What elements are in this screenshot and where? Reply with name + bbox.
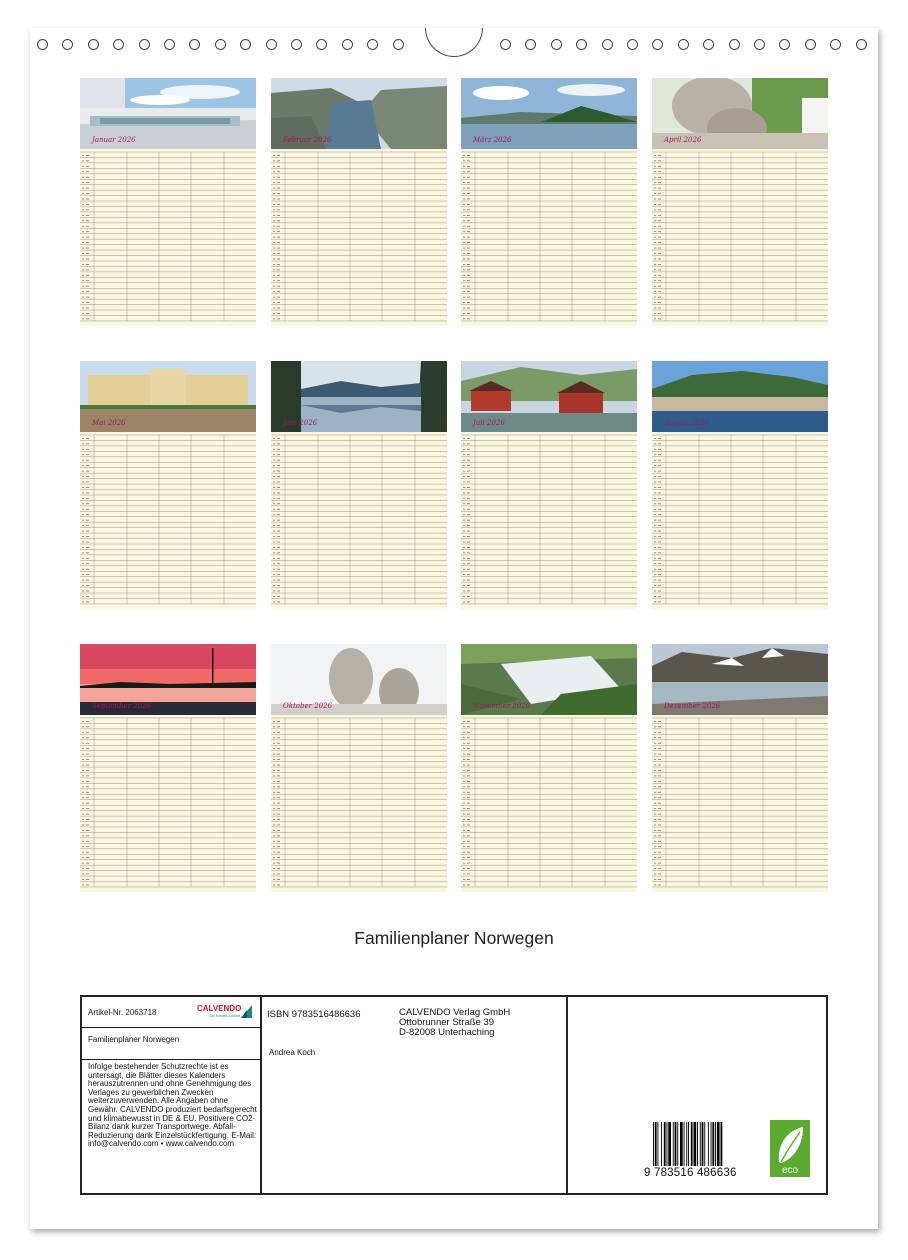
month-block-jun	[271, 361, 447, 609]
month-block-oct	[271, 644, 447, 892]
binding-hole	[342, 39, 353, 50]
binding-hole	[500, 39, 511, 50]
eco-label: eco	[781, 1165, 799, 1176]
imprint-rule	[82, 1027, 262, 1028]
month-label: November 2026	[473, 702, 531, 710]
month-block-jan	[80, 78, 256, 326]
month-label: Juni 2026	[283, 419, 318, 427]
imprint-rule	[82, 1059, 262, 1060]
planner-grid	[652, 432, 828, 609]
month-photo-island	[461, 78, 637, 149]
planner-grid	[80, 149, 256, 326]
binding-hole	[367, 39, 378, 50]
eco-leaf-icon	[770, 1120, 810, 1177]
binding-hole	[856, 39, 867, 50]
binding-hole	[779, 39, 790, 50]
month-photo-harbor	[652, 361, 828, 432]
month-photo-palace	[80, 361, 256, 432]
month-label: Februar 2026	[283, 136, 332, 144]
imprint-title: Familienplaner Norwegen	[88, 1035, 180, 1044]
binding-hole	[316, 39, 327, 50]
planner-grid	[271, 149, 447, 326]
planner-grid	[652, 149, 828, 326]
month-label: März 2026	[473, 136, 512, 144]
month-photo-statue	[652, 78, 828, 149]
month-photo-mountain	[652, 644, 828, 715]
month-label: Oktober 2026	[283, 702, 333, 710]
author: Andrea Koch	[269, 1048, 316, 1057]
logo-text: CALVENDO	[197, 1004, 242, 1013]
binding-hole	[830, 39, 841, 50]
binding-hole	[88, 39, 99, 50]
binding-hole	[576, 39, 587, 50]
planner-grid	[461, 432, 637, 609]
imprint-divider	[566, 997, 568, 1193]
calvendo-logo-icon	[241, 1005, 252, 1018]
month-label: April 2026	[664, 136, 702, 144]
month-photo-fjord	[271, 78, 447, 149]
logo-subtitle: Sei Kreativ-online	[209, 1013, 241, 1018]
planner-grid	[652, 715, 828, 892]
calendar-title: Familienplaner Norwegen	[354, 928, 554, 948]
month-block-aug	[652, 361, 828, 609]
publisher-city: D-82008 Unterhaching	[399, 1027, 495, 1038]
binding-hole	[164, 39, 175, 50]
month-block-apr	[652, 78, 828, 326]
binding-hole	[703, 39, 714, 50]
month-block-nov	[461, 644, 637, 892]
month-block-may	[80, 361, 256, 609]
binding-hole	[678, 39, 689, 50]
month-label: Dezember 2026	[664, 702, 721, 710]
binding-hole	[627, 39, 638, 50]
binding-hole	[754, 39, 765, 50]
binding-hole	[139, 39, 150, 50]
publisher-name: CALVENDO Verlag GmbH	[399, 1007, 511, 1018]
planner-grid	[271, 715, 447, 892]
legal-notice: Infolge bestehender Schutzrechte ist es untersagt, die Blätter dieses Kalenders herauszutrennen und ohne Genehmigung des Verlages zu gewerblichen Zwecken weiterzuverwenden. Alle Angaben ohne Gewähr. CALVENDO produziert bedarfsgerecht und klimabewusst in DE & EU. Positivere CO2-Bilanz dank kurzer Transportwege. Abfall-Reduzierung dank Einzelstückfertigung. E-Mail: info@calvendo.com • www.calvendo.com	[88, 1062, 257, 1149]
month-label: August 2026	[664, 419, 709, 427]
binding-hole	[189, 39, 200, 50]
month-label: Mai 2026	[92, 419, 126, 427]
month-photo-houses	[461, 361, 637, 432]
binding-hole	[62, 39, 73, 50]
month-photo-lake	[271, 361, 447, 432]
imprint-box	[80, 995, 828, 1195]
binding-hole	[551, 39, 562, 50]
barcode-digits: 9 783516 486636	[644, 1167, 737, 1179]
publisher-street: Ottobrunner Straße 39	[399, 1017, 495, 1028]
barcode	[653, 1122, 745, 1166]
binding-hole	[113, 39, 124, 50]
binding-hole	[291, 39, 302, 50]
publisher-address	[399, 1008, 510, 1038]
binding-hole	[805, 39, 816, 50]
month-block-jul	[461, 361, 637, 609]
binding-hole	[393, 39, 404, 50]
binding-hole	[240, 39, 251, 50]
month-block-mar	[461, 78, 637, 326]
planner-grid	[271, 432, 447, 609]
binding-hole	[215, 39, 226, 50]
isbn: ISBN 9783516486636	[267, 1009, 361, 1020]
month-photo-sunset	[80, 644, 256, 715]
planner-grid	[461, 715, 637, 892]
binding-hole	[266, 39, 277, 50]
binding-hole	[652, 39, 663, 50]
month-photo-building	[80, 78, 256, 149]
article-number: Artikel-Nr. 2063718	[88, 1008, 157, 1017]
month-block-dec	[652, 644, 828, 892]
month-photo-sculpture	[271, 644, 447, 715]
planner-grid	[80, 432, 256, 609]
calendar-sheet	[30, 28, 878, 1229]
month-block-feb	[271, 78, 447, 326]
month-label: Juli 2026	[473, 419, 505, 427]
binding-hole	[729, 39, 740, 50]
month-label: Januar 2026	[92, 136, 136, 144]
binding-hole	[602, 39, 613, 50]
calvendo-logo	[197, 1004, 257, 1022]
month-block-sep	[80, 644, 256, 892]
binding-hole	[37, 39, 48, 50]
binding-hole	[525, 39, 536, 50]
planner-grid	[461, 149, 637, 326]
month-label: September 2026	[92, 702, 152, 710]
planner-grid	[80, 715, 256, 892]
month-photo-waterfall	[461, 644, 637, 715]
